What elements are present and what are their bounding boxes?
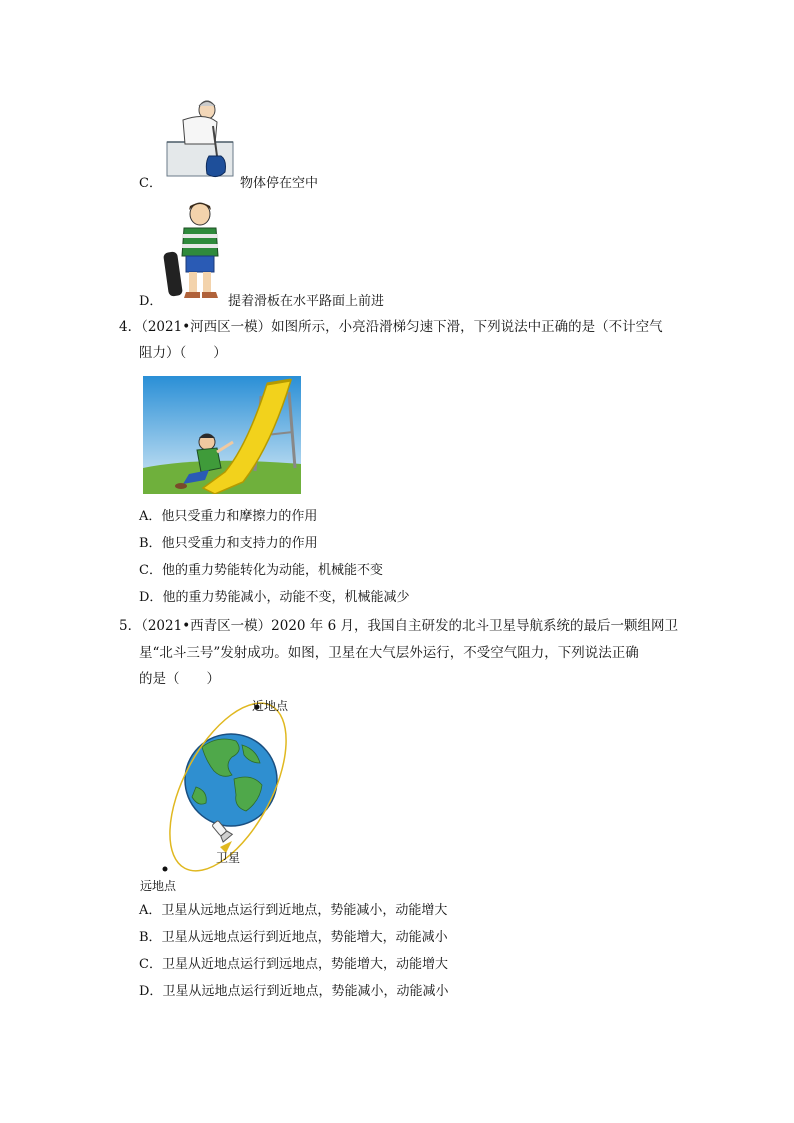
option-text: 卫星从远地点运行到近地点，势能增大，动能减小 [161, 930, 448, 945]
earth-globe [185, 734, 277, 826]
option-text: 他的重力势能减小，动能不变，机械能减少 [162, 590, 410, 605]
question-4-option-d [139, 588, 409, 608]
option-text: 他的重力势能转化为动能，机械能不变 [161, 563, 383, 578]
option-letter: D． [139, 590, 163, 605]
option-letter: A． [139, 903, 162, 918]
question-4-option-a [139, 507, 317, 527]
question-5-stem-line1: 5．（2021•西青区一模）2020 年 6 月，我国自主研发的北斗卫星导航系统的最后一颗组网卫 [119, 618, 678, 634]
question-5-option-a [139, 901, 447, 921]
apogee-label: 远地点 [140, 879, 177, 893]
option-letter: B． [139, 536, 162, 551]
option-letter: A． [139, 509, 162, 524]
option-letter: C． [139, 176, 162, 191]
question-4-stem-line1: 4．（2021•河西区一模）如图所示，小亮沿滑梯匀速下滑，下列说法中正确的是（不计空气 [119, 319, 663, 335]
prev-option-d-text: 提着滑板在水平路面上前进 [228, 294, 385, 309]
prev-option-c [139, 174, 162, 194]
option-letter: C． [139, 563, 162, 578]
question-5-stem-line2: 星“北斗三号”发射成功。如图，卫星在大气层外运行，不受空气阻力，下列说法正确 [139, 645, 639, 661]
question-4-stem-line2: 阻力）（ ） [139, 345, 227, 361]
question-4-option-b [139, 534, 318, 554]
question-5-stem-line3: 的是（ ） [139, 671, 220, 687]
option-text: 卫星从远地点运行到近地点，势能减小，动能减小 [162, 984, 449, 999]
option-letter: D． [139, 984, 163, 999]
question-4-option-c [139, 561, 383, 581]
prev-option-d [139, 292, 162, 312]
question-5-option-b [139, 928, 448, 948]
satellite-label: 卫星 [216, 851, 241, 865]
man-holding-bag-image [165, 98, 237, 180]
option-text: 卫星从远地点运行到近地点，势能减小，动能增大 [161, 903, 448, 918]
question-5-option-c [139, 955, 448, 975]
option-text: 他只受重力和摩擦力的作用 [161, 509, 318, 524]
apogee-point [163, 867, 168, 872]
option-text: 卫星从近地点运行到远地点，势能增大，动能增大 [161, 957, 448, 972]
perigee-label: 近地点 [252, 699, 289, 713]
option-letter: B． [139, 930, 162, 945]
prev-option-c-text: 物体停在空中 [240, 176, 319, 191]
boy-with-skateboard-image [162, 200, 228, 302]
question-5-option-d [139, 982, 448, 1002]
option-letter: C． [139, 957, 162, 972]
option-letter: D． [139, 294, 163, 309]
slide-image [143, 376, 301, 494]
option-text: 他只受重力和支持力的作用 [161, 536, 318, 551]
